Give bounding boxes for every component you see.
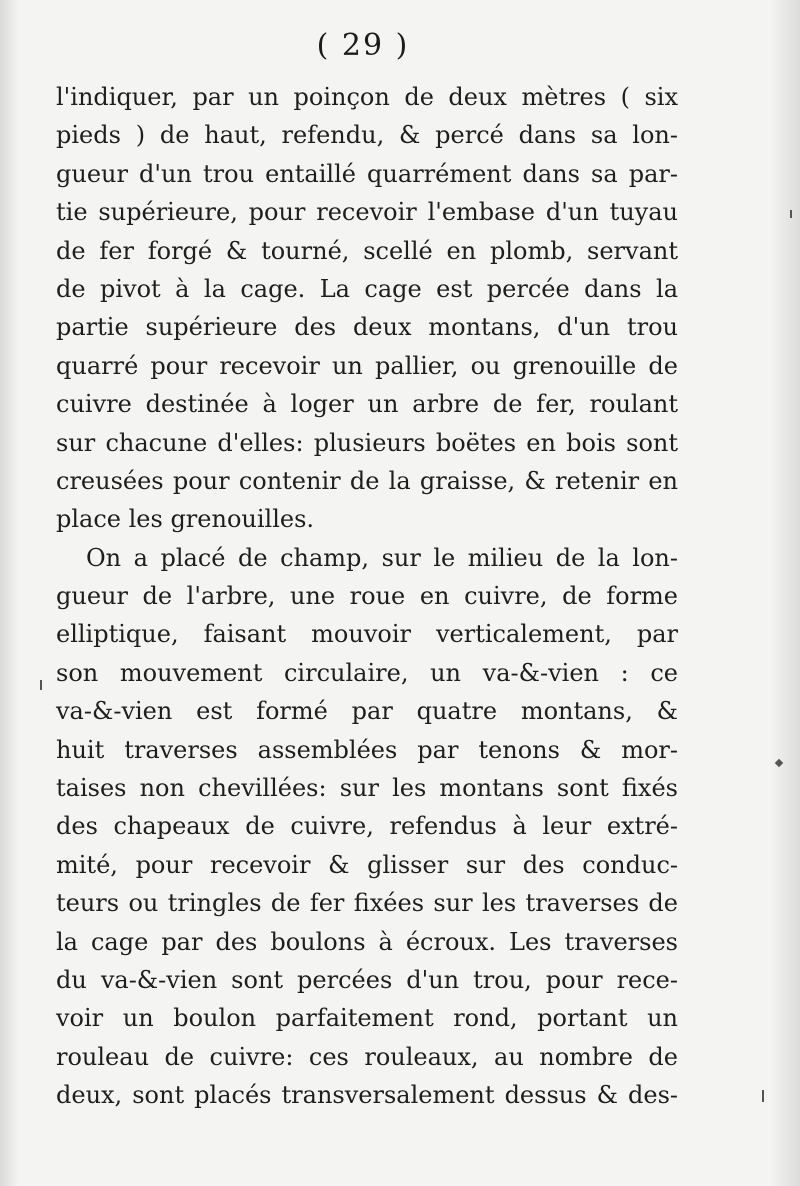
text-line: sur chacune d'elles: plusieurs boëtes en bois sont [56,428,678,457]
text-line: huit traverses assemblées par tenons & mor- [56,735,678,764]
text-line: cuivre destinée à loger un arbre de fer, roulant [56,390,678,419]
page-number: ( 29 ) [316,28,410,63]
paragraph-start-line: On a placé de champ, sur le milieu de la lon- [86,543,678,572]
text-line: son mouvement circulaire, un va-&-vien : ce [56,658,678,687]
scan-speck [762,1090,764,1102]
text-line: pieds ) de haut, refendu, & percé dans sa lon- [56,121,678,150]
text-line: des chapeaux de cuivre, refendus à leur extré- [56,812,678,841]
page-right-edge-shadow [770,0,800,1186]
scan-speck [40,680,42,690]
text-line: taises non chevillées: sur les montans sont fixés [56,774,678,803]
scan-speck [790,210,792,218]
text-line: l'indiquer, par un poinçon de deux mètres ( six [56,83,678,111]
text-line: du va-&-vien sont percées d'un trou, pour rece- [56,965,678,994]
text-line: teurs ou tringles de fer fixées sur les traverses de [56,889,678,918]
text-line: rouleau de cuivre: ces rouleaux, au nombre de [56,1042,678,1071]
text-line: va-&-vien est formé par quatre montans, & [56,697,678,726]
text-line: partie supérieure des deux montans, d'un trou [56,313,678,342]
text-line: de pivot à la cage. La cage est percée dans la [56,274,678,303]
text-line: gueur de l'arbre, une roue en cuivre, de forme [56,582,678,611]
text-line: voir un boulon parfaitement rond, portant un [56,1004,678,1033]
text-line: place les grenouilles. [56,505,315,534]
page-left-edge-shadow [0,0,18,1186]
text-line: mité, pour recevoir & glisser sur des conduc- [56,850,678,879]
text-line: deux, sont placés transversalement dessus & des- [56,1081,678,1110]
text-line: gueur d'un trou entaillé quarrément dans sa par- [56,159,678,188]
text-line: creusées pour contenir de la graisse, & retenir en [56,466,678,495]
text-line: de fer forgé & tourné, scellé en plomb, servant [56,236,678,265]
body-text [56,78,678,1115]
text-line: la cage par des boulons à écroux. Les traverses [56,927,678,956]
text-line: quarré pour recevoir un pallier, ou grenouille de [56,351,678,380]
text-line: tie supérieure, pour recevoir l'embase d'un tuyau [56,198,678,227]
text-line: elliptique, faisant mouvoir verticalement, par [56,620,678,649]
